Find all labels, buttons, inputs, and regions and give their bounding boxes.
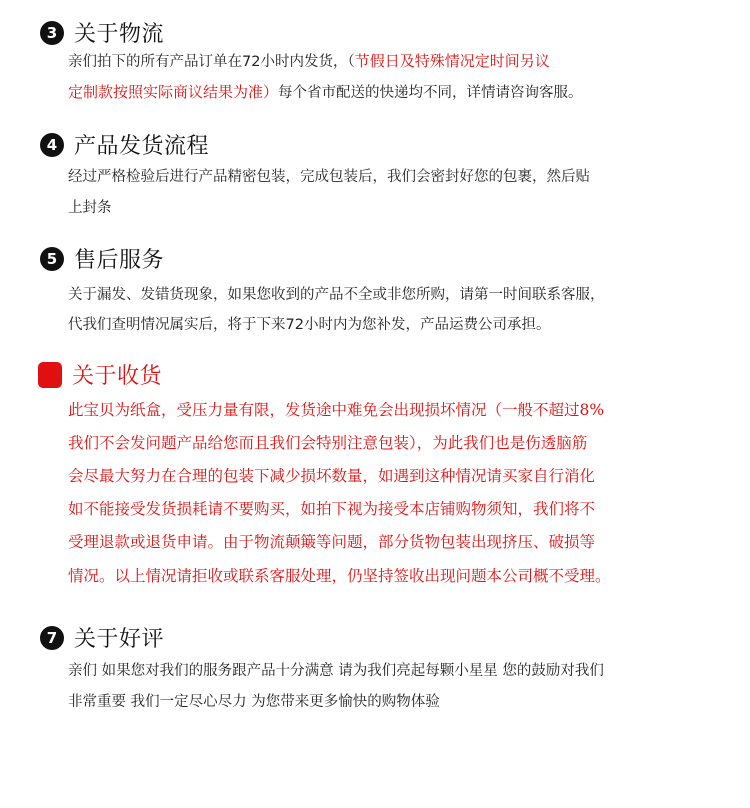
- number-badge: 3: [40, 21, 64, 45]
- text-red: 定制款按照实际商议结果为准）: [68, 83, 279, 101]
- section-title: 关于收货: [72, 364, 163, 389]
- paragraph-line: 情况。以上情况请拒收或联系客服处理，仍坚持签收出现问题本公司概不受理。: [68, 567, 611, 585]
- section-header: [40, 129, 209, 160]
- number-badge: 5: [40, 247, 64, 271]
- section-header: [38, 359, 162, 390]
- paragraph-line: 关于漏发、发错货现象，如果您收到的产品不全或非您所购，请第一时间联系客服，: [68, 287, 605, 303]
- section-header: [40, 243, 164, 274]
- paragraph-line: [68, 81, 583, 102]
- number-badge: 7: [40, 626, 64, 650]
- text-black: 亲们拍下的所有产品订单在72小时内发货，（: [68, 54, 355, 70]
- paragraph-line: 如不能接受发货损耗请不要购买，如拍下视为接受本店铺购物须知，我们将不: [68, 500, 596, 518]
- paragraph-line: 会尽最大努力在合理的包装下减少损坏数量，如遇到这种情况请买家自行消化: [68, 467, 596, 485]
- section-header: [40, 622, 164, 653]
- text-red: 节假日及特殊情况定时间另议: [354, 52, 550, 70]
- paragraph-line: 亲们 如果您对我们的服务跟产品十分满意 请为我们亮起每颗小星星 您的鼓励对我们: [68, 663, 604, 679]
- section-title: 产品发货流程: [74, 134, 210, 159]
- paragraph-line: 经过严格检验后进行产品精密包装，完成包装后，我们会密封好您的包裹，然后贴: [68, 169, 590, 185]
- paragraph-line: 我们不会发问题产品给您而且我们会特别注意包装），为此我们也是伤透脑筋: [68, 434, 588, 452]
- paragraph-line: 此宝贝为纸盒，受压力量有限，发货途中难免会出现损坏情况（一般不超过8%: [68, 401, 605, 419]
- section-title: 关于好评: [74, 627, 165, 652]
- text-black: 每个省市配送的快递均不同，详情请咨询客服。: [278, 85, 583, 101]
- section-header: [40, 17, 164, 48]
- number-badge: 6: [38, 362, 62, 388]
- paragraph-line: 非常重要 我们一定尽心尽力 为您带来更多愉快的购物体验: [68, 694, 440, 710]
- paragraph-line: 代我们查明情况属实后，将于下来72小时内为您补发，产品运费公司承担。: [68, 317, 551, 333]
- paragraph-line: [68, 50, 550, 71]
- section-title: 售后服务: [74, 248, 165, 273]
- number-badge: 4: [40, 133, 64, 157]
- section-title: 关于物流: [74, 22, 165, 47]
- paragraph-line: 上封条: [68, 200, 112, 216]
- paragraph-line: 受理退款或退货申请。由于物流颠簸等问题，部分货物包装出现挤压、破损等: [68, 533, 596, 551]
